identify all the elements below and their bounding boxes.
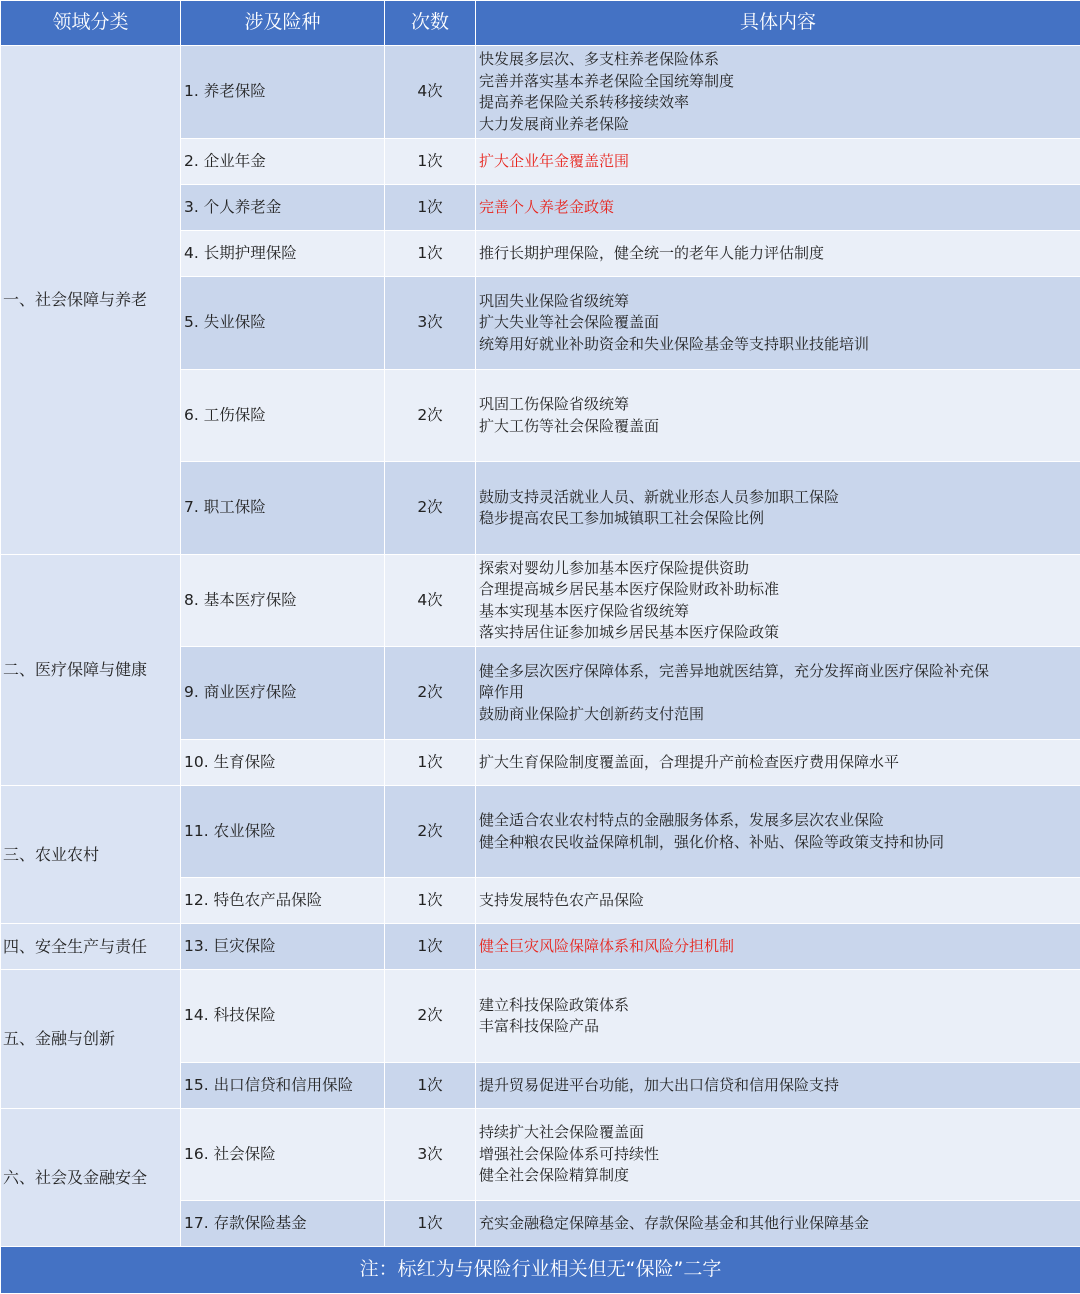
highlighted-content-line: 健全巨灾风险保障体系和风险分担机制 <box>479 936 1076 958</box>
insurance-cell: 17. 存款保险基金 <box>181 1201 385 1247</box>
content-line: 扩大工伤等社会保险覆盖面 <box>479 416 1076 438</box>
content-line: 提高养老保险关系转移接续效率 <box>479 92 1076 114</box>
count-cell: 2次 <box>385 786 476 878</box>
content-cell <box>476 1109 1080 1201</box>
header-insurance: 涉及险种 <box>181 1 385 46</box>
insurance-cell: 10. 生育保险 <box>181 740 385 786</box>
table-row <box>1 555 1080 647</box>
content-cell <box>476 740 1080 786</box>
footer-note: 注：标红为与保险行业相关但无“保险”二字 <box>1 1247 1080 1294</box>
content-cell <box>476 1201 1080 1247</box>
domain-cell: 一、社会保障与养老 <box>1 46 181 555</box>
insurance-cell: 11. 农业保险 <box>181 786 385 878</box>
content-cell <box>476 878 1080 924</box>
insurance-cell: 15. 出口信贷和信用保险 <box>181 1063 385 1109</box>
content-line: 落实持居住证参加城乡居民基本医疗保险政策 <box>479 622 1076 644</box>
content-line: 提升贸易促进平台功能，加大出口信贷和信用保险支持 <box>479 1075 1076 1097</box>
content-line: 巩固失业保险省级统筹 <box>479 291 1076 313</box>
domain-cell: 三、农业农村 <box>1 786 181 924</box>
table-row <box>1 1109 1080 1201</box>
content-line: 统筹用好就业补助资金和失业保险基金等支持职业技能培训 <box>479 334 1076 356</box>
content-line: 扩大生育保险制度覆盖面，合理提升产前检查医疗费用保障水平 <box>479 752 1076 774</box>
domain-cell: 六、社会及金融安全 <box>1 1109 181 1247</box>
content-line: 健全适合农业农村特点的金融服务体系，发展多层次农业保险 <box>479 810 1076 832</box>
content-cell <box>476 647 1080 740</box>
domain-cell: 二、医疗保障与健康 <box>1 555 181 786</box>
table-row <box>1 924 1080 970</box>
content-line: 充实金融稳定保障基金、存款保险基金和其他行业保障基金 <box>479 1213 1076 1235</box>
content-cell <box>476 370 1080 462</box>
content-line: 增强社会保险体系可持续性 <box>479 1144 1076 1166</box>
content-line: 完善并落实基本养老保险全国统筹制度 <box>479 71 1076 93</box>
count-cell: 2次 <box>385 970 476 1063</box>
count-cell: 1次 <box>385 231 476 277</box>
content-line: 丰富科技保险产品 <box>479 1016 1076 1038</box>
domain-cell: 五、金融与创新 <box>1 970 181 1109</box>
content-cell <box>476 1063 1080 1109</box>
insurance-cell: 7. 职工保险 <box>181 462 385 555</box>
content-cell <box>476 139 1080 185</box>
count-cell: 2次 <box>385 647 476 740</box>
content-line: 稳步提高农民工参加城镇职工社会保险比例 <box>479 508 1076 530</box>
domain-cell: 四、安全生产与责任 <box>1 924 181 970</box>
insurance-cell: 1. 养老保险 <box>181 46 385 139</box>
table-row <box>1 970 1080 1063</box>
count-cell: 4次 <box>385 46 476 139</box>
insurance-cell: 16. 社会保险 <box>181 1109 385 1201</box>
table-row <box>1 46 1080 139</box>
content-line: 健全社会保险精算制度 <box>479 1165 1076 1187</box>
count-cell: 2次 <box>385 370 476 462</box>
content-line: 支持发展特色农产品保险 <box>479 890 1076 912</box>
insurance-cell: 3. 个人养老金 <box>181 185 385 231</box>
count-cell: 3次 <box>385 1109 476 1201</box>
content-cell <box>476 277 1080 370</box>
insurance-cell: 4. 长期护理保险 <box>181 231 385 277</box>
highlighted-content-line: 扩大企业年金覆盖范围 <box>479 151 1076 173</box>
content-line: 鼓励支持灵活就业人员、新就业形态人员参加职工保险 <box>479 487 1076 509</box>
content-line: 持续扩大社会保险覆盖面 <box>479 1122 1076 1144</box>
content-cell <box>476 462 1080 555</box>
table-row <box>1 786 1080 878</box>
content-cell <box>476 924 1080 970</box>
content-line: 合理提高城乡居民基本医疗保险财政补助标准 <box>479 579 1076 601</box>
content-line: 健全多层次医疗保障体系，完善异地就医结算，充分发挥商业医疗保险补充保 <box>479 661 1076 683</box>
count-cell: 1次 <box>385 740 476 786</box>
content-cell <box>476 970 1080 1063</box>
count-cell: 1次 <box>385 1063 476 1109</box>
insurance-cell: 6. 工伤保险 <box>181 370 385 462</box>
count-cell: 1次 <box>385 1201 476 1247</box>
insurance-cell: 14. 科技保险 <box>181 970 385 1063</box>
insurance-cell: 2. 企业年金 <box>181 139 385 185</box>
content-cell <box>476 786 1080 878</box>
count-cell: 4次 <box>385 555 476 647</box>
count-cell: 2次 <box>385 462 476 555</box>
insurance-cell: 5. 失业保险 <box>181 277 385 370</box>
content-line: 巩固工伤保险省级统筹 <box>479 394 1076 416</box>
content-line: 建立科技保险政策体系 <box>479 995 1076 1017</box>
highlighted-content-line: 完善个人养老金政策 <box>479 197 1076 219</box>
content-line: 大力发展商业养老保险 <box>479 114 1076 136</box>
header-row <box>1 1 1080 46</box>
content-line: 鼓励商业保险扩大创新药支付范围 <box>479 704 1076 726</box>
header-domain: 领域分类 <box>1 1 181 46</box>
content-line: 快发展多层次、多支柱养老保险体系 <box>479 49 1076 71</box>
count-cell: 1次 <box>385 139 476 185</box>
content-cell <box>476 185 1080 231</box>
count-cell: 1次 <box>385 185 476 231</box>
count-cell: 1次 <box>385 878 476 924</box>
content-line: 推行长期护理保险，健全统一的老年人能力评估制度 <box>479 243 1076 265</box>
content-line: 扩大失业等社会保险覆盖面 <box>479 312 1076 334</box>
content-line: 健全种粮农民收益保障机制，强化价格、补贴、保险等政策支持和协同 <box>479 832 1076 854</box>
insurance-cell: 8. 基本医疗保险 <box>181 555 385 647</box>
content-cell <box>476 46 1080 139</box>
content-cell <box>476 231 1080 277</box>
header-content: 具体内容 <box>476 1 1080 46</box>
content-line: 探索对婴幼儿参加基本医疗保险提供资助 <box>479 558 1076 580</box>
insurance-cell: 9. 商业医疗保险 <box>181 647 385 740</box>
footer-row <box>1 1247 1080 1294</box>
content-line: 障作用 <box>479 682 1076 704</box>
content-line: 基本实现基本医疗保险省级统筹 <box>479 601 1076 623</box>
insurance-cell: 12. 特色农产品保险 <box>181 878 385 924</box>
count-cell: 1次 <box>385 924 476 970</box>
count-cell: 3次 <box>385 277 476 370</box>
content-cell <box>476 555 1080 647</box>
header-count: 次数 <box>385 1 476 46</box>
insurance-cell: 13. 巨灾保险 <box>181 924 385 970</box>
